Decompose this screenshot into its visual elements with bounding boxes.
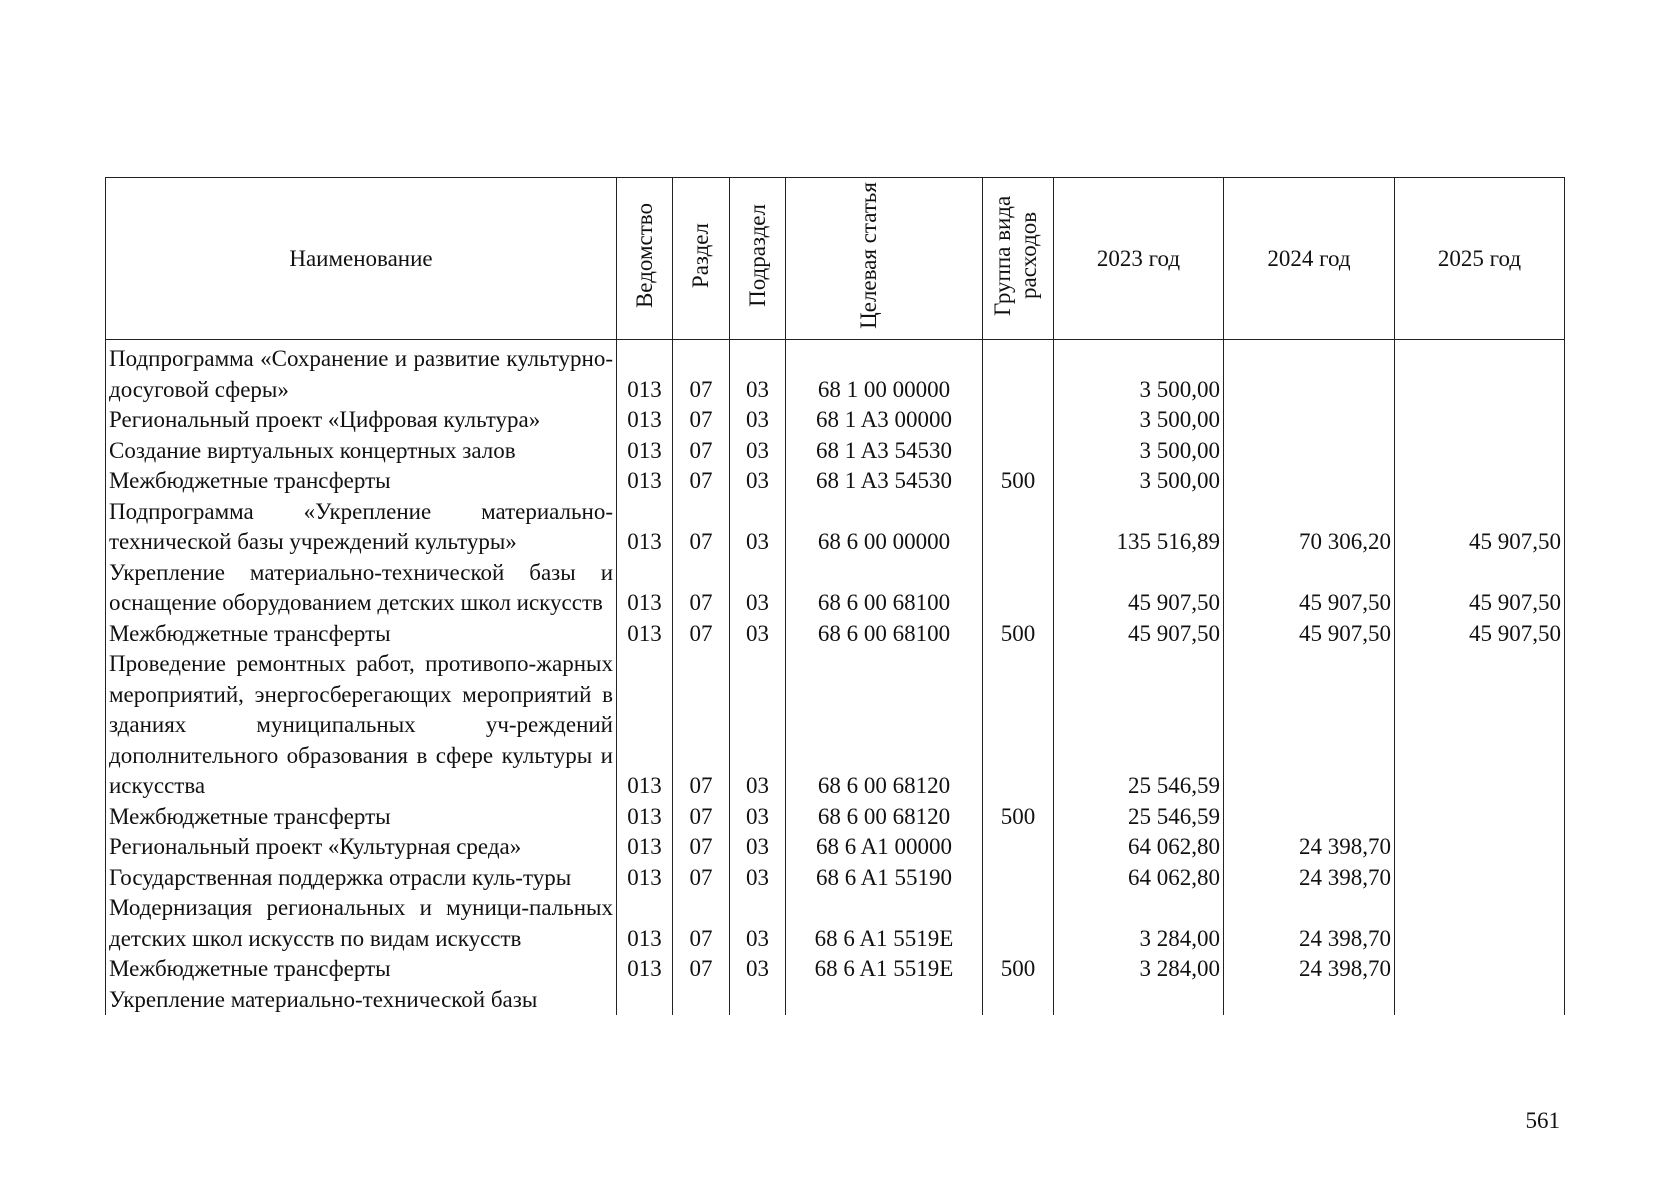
cell-podrazdel: 03 bbox=[730, 558, 786, 619]
cell-name: Проведение ремонтных работ, противопо-жарных мероприятий, энергосберегающих мероприятий в зданиях муниципальных уч-реждений дополнительного образования в сфере культуры и искусства bbox=[106, 649, 617, 802]
cell-celevaya-statya: 68 6 00 68100 bbox=[786, 558, 983, 619]
cell-name: Межбюджетные трансферты bbox=[106, 954, 617, 985]
cell-razdel: 07 bbox=[673, 497, 730, 558]
cell-2024 bbox=[1224, 436, 1395, 467]
cell-2023: 3 500,00 bbox=[1054, 340, 1224, 406]
cell-2023: 3 284,00 bbox=[1054, 893, 1224, 954]
cell-name: Межбюджетные трансферты bbox=[106, 466, 617, 497]
cell-podrazdel: 03 bbox=[730, 405, 786, 436]
cell-2025: 45 907,50 bbox=[1395, 619, 1565, 650]
table-row bbox=[106, 466, 1565, 497]
cell-celevaya-statya: 68 6 00 68100 bbox=[786, 619, 983, 650]
cell-podrazdel: 03 bbox=[730, 893, 786, 954]
cell-podrazdel: 03 bbox=[730, 832, 786, 863]
cell-2025 bbox=[1395, 436, 1565, 467]
cell-razdel: 07 bbox=[673, 863, 730, 894]
cell-vedomstvo: 013 bbox=[617, 497, 673, 558]
cell-razdel: 07 bbox=[673, 802, 730, 833]
cell-celevaya-statya: 68 6 00 68120 bbox=[786, 802, 983, 833]
cell-2024 bbox=[1224, 466, 1395, 497]
cell-2024: 24 398,70 bbox=[1224, 832, 1395, 863]
cell-2024: 70 306,20 bbox=[1224, 497, 1395, 558]
cell-2025 bbox=[1395, 340, 1565, 406]
cell-name: Укрепление материально-технической базы bbox=[106, 985, 617, 1016]
cell-2025 bbox=[1395, 466, 1565, 497]
header-2023: 2023 год bbox=[1054, 178, 1224, 340]
cell-2024 bbox=[1224, 340, 1395, 406]
cell-2023: 64 062,80 bbox=[1054, 832, 1224, 863]
cell-podrazdel: 03 bbox=[730, 863, 786, 894]
cell-gruppa-vida-rashodov bbox=[983, 832, 1054, 863]
cell-razdel: 07 bbox=[673, 340, 730, 406]
cell-celevaya-statya: 68 6 A1 00000 bbox=[786, 832, 983, 863]
table-row bbox=[106, 619, 1565, 650]
cell-2023 bbox=[1054, 985, 1224, 1016]
cell-gruppa-vida-rashodov bbox=[983, 558, 1054, 619]
cell-name: Межбюджетные трансферты bbox=[106, 802, 617, 833]
cell-vedomstvo: 013 bbox=[617, 802, 673, 833]
cell-2024: 45 907,50 bbox=[1224, 558, 1395, 619]
cell-celevaya-statya: 68 6 00 68120 bbox=[786, 649, 983, 802]
cell-gruppa-vida-rashodov: 500 bbox=[983, 802, 1054, 833]
cell-vedomstvo: 013 bbox=[617, 893, 673, 954]
header-row bbox=[106, 178, 1565, 340]
cell-2025: 45 907,50 bbox=[1395, 497, 1565, 558]
cell-vedomstvo: 013 bbox=[617, 405, 673, 436]
cell-gruppa-vida-rashodov bbox=[983, 436, 1054, 467]
cell-vedomstvo: 013 bbox=[617, 649, 673, 802]
cell-gruppa-vida-rashodov bbox=[983, 340, 1054, 406]
cell-gruppa-vida-rashodov bbox=[983, 649, 1054, 802]
cell-2024: 24 398,70 bbox=[1224, 863, 1395, 894]
cell-celevaya-statya: 68 1 00 00000 bbox=[786, 340, 983, 406]
header-2025: 2025 год bbox=[1395, 178, 1565, 340]
cell-vedomstvo: 013 bbox=[617, 436, 673, 467]
cell-2025: 45 907,50 bbox=[1395, 558, 1565, 619]
cell-2024 bbox=[1224, 985, 1395, 1016]
cell-name: Модернизация региональных и муници-пальных детских школ искусств по видам искусств bbox=[106, 893, 617, 954]
table-row bbox=[106, 985, 1565, 1016]
cell-2023: 25 546,59 bbox=[1054, 649, 1224, 802]
table-row bbox=[106, 405, 1565, 436]
cell-2023: 3 500,00 bbox=[1054, 405, 1224, 436]
header-name: Наименование bbox=[106, 178, 617, 340]
cell-gruppa-vida-rashodov bbox=[983, 985, 1054, 1016]
table-row bbox=[106, 340, 1565, 406]
cell-razdel: 07 bbox=[673, 436, 730, 467]
cell-podrazdel: 03 bbox=[730, 802, 786, 833]
cell-name: Межбюджетные трансферты bbox=[106, 619, 617, 650]
cell-2024 bbox=[1224, 405, 1395, 436]
cell-gruppa-vida-rashodov bbox=[983, 893, 1054, 954]
cell-vedomstvo: 013 bbox=[617, 619, 673, 650]
cell-2025 bbox=[1395, 802, 1565, 833]
cell-vedomstvo: 013 bbox=[617, 832, 673, 863]
header-vedomstvo: Ведомство bbox=[617, 178, 673, 340]
cell-2023: 135 516,89 bbox=[1054, 497, 1224, 558]
cell-2025 bbox=[1395, 954, 1565, 985]
cell-razdel: 07 bbox=[673, 558, 730, 619]
header-gruppa-vida-rashodov: Группа вида расходов bbox=[983, 178, 1054, 340]
table-row bbox=[106, 436, 1565, 467]
cell-2025 bbox=[1395, 832, 1565, 863]
cell-name: Региональный проект «Культурная среда» bbox=[106, 832, 617, 863]
table-row bbox=[106, 863, 1565, 894]
table-body bbox=[106, 340, 1565, 1016]
cell-vedomstvo bbox=[617, 985, 673, 1016]
cell-podrazdel bbox=[730, 985, 786, 1016]
cell-vedomstvo: 013 bbox=[617, 466, 673, 497]
cell-razdel: 07 bbox=[673, 893, 730, 954]
cell-celevaya-statya: 68 6 A1 55190 bbox=[786, 863, 983, 894]
cell-name: Региональный проект «Цифровая культура» bbox=[106, 405, 617, 436]
header-celevaya-statya: Целевая статья bbox=[786, 178, 983, 340]
cell-celevaya-statya: 68 6 A1 5519E bbox=[786, 954, 983, 985]
cell-gruppa-vida-rashodov bbox=[983, 405, 1054, 436]
cell-gruppa-vida-rashodov: 500 bbox=[983, 954, 1054, 985]
cell-name: Государственная поддержка отрасли куль-туры bbox=[106, 863, 617, 894]
table-row bbox=[106, 649, 1565, 802]
cell-gruppa-vida-rashodov: 500 bbox=[983, 466, 1054, 497]
table-row bbox=[106, 497, 1565, 558]
table-row bbox=[106, 832, 1565, 863]
cell-razdel: 07 bbox=[673, 832, 730, 863]
cell-2025 bbox=[1395, 863, 1565, 894]
header-2024: 2024 год bbox=[1224, 178, 1395, 340]
cell-gruppa-vida-rashodov: 500 bbox=[983, 619, 1054, 650]
cell-2023: 45 907,50 bbox=[1054, 619, 1224, 650]
cell-celevaya-statya: 68 1 A3 54530 bbox=[786, 466, 983, 497]
cell-vedomstvo: 013 bbox=[617, 954, 673, 985]
cell-name: Создание виртуальных концертных залов bbox=[106, 436, 617, 467]
cell-podrazdel: 03 bbox=[730, 497, 786, 558]
budget-table bbox=[105, 177, 1565, 1015]
cell-2023: 64 062,80 bbox=[1054, 863, 1224, 894]
cell-razdel: 07 bbox=[673, 466, 730, 497]
cell-celevaya-statya: 68 1 A3 54530 bbox=[786, 436, 983, 467]
table-row bbox=[106, 802, 1565, 833]
cell-2023: 3 500,00 bbox=[1054, 436, 1224, 467]
cell-2025 bbox=[1395, 405, 1565, 436]
cell-gruppa-vida-rashodov bbox=[983, 497, 1054, 558]
cell-2025 bbox=[1395, 985, 1565, 1016]
page-number: 561 bbox=[1525, 1108, 1560, 1133]
cell-name: Укрепление материально-технической базы и оснащение оборудованием детских школ искусств bbox=[106, 558, 617, 619]
cell-2024: 24 398,70 bbox=[1224, 954, 1395, 985]
cell-razdel bbox=[673, 985, 730, 1016]
cell-vedomstvo: 013 bbox=[617, 863, 673, 894]
cell-podrazdel: 03 bbox=[730, 619, 786, 650]
cell-celevaya-statya: 68 6 00 00000 bbox=[786, 497, 983, 558]
cell-razdel: 07 bbox=[673, 954, 730, 985]
cell-podrazdel: 03 bbox=[730, 954, 786, 985]
cell-2024 bbox=[1224, 802, 1395, 833]
cell-celevaya-statya bbox=[786, 985, 983, 1016]
cell-celevaya-statya: 68 6 A1 5519E bbox=[786, 893, 983, 954]
cell-2025 bbox=[1395, 649, 1565, 802]
cell-celevaya-statya: 68 1 A3 00000 bbox=[786, 405, 983, 436]
cell-podrazdel: 03 bbox=[730, 466, 786, 497]
cell-2024: 24 398,70 bbox=[1224, 893, 1395, 954]
table-row bbox=[106, 893, 1565, 954]
cell-2025 bbox=[1395, 893, 1565, 954]
cell-2023: 25 546,59 bbox=[1054, 802, 1224, 833]
cell-podrazdel: 03 bbox=[730, 340, 786, 406]
header-razdel: Раздел bbox=[673, 178, 730, 340]
cell-2023: 3 500,00 bbox=[1054, 466, 1224, 497]
cell-name: Подпрограмма «Укрепление материально-технической базы учреждений культуры» bbox=[106, 497, 617, 558]
table-row bbox=[106, 558, 1565, 619]
cell-2023: 3 284,00 bbox=[1054, 954, 1224, 985]
cell-vedomstvo: 013 bbox=[617, 340, 673, 406]
cell-gruppa-vida-rashodov bbox=[983, 863, 1054, 894]
cell-razdel: 07 bbox=[673, 649, 730, 802]
cell-razdel: 07 bbox=[673, 619, 730, 650]
header-podrazdel: Подраздел bbox=[730, 178, 786, 340]
table-row bbox=[106, 954, 1565, 985]
cell-vedomstvo: 013 bbox=[617, 558, 673, 619]
cell-podrazdel: 03 bbox=[730, 436, 786, 467]
cell-podrazdel: 03 bbox=[730, 649, 786, 802]
cell-name: Подпрограмма «Сохранение и развитие культурно-досуговой сферы» bbox=[106, 340, 617, 406]
cell-2023: 45 907,50 bbox=[1054, 558, 1224, 619]
cell-razdel: 07 bbox=[673, 405, 730, 436]
cell-2024: 45 907,50 bbox=[1224, 619, 1395, 650]
cell-2024 bbox=[1224, 649, 1395, 802]
